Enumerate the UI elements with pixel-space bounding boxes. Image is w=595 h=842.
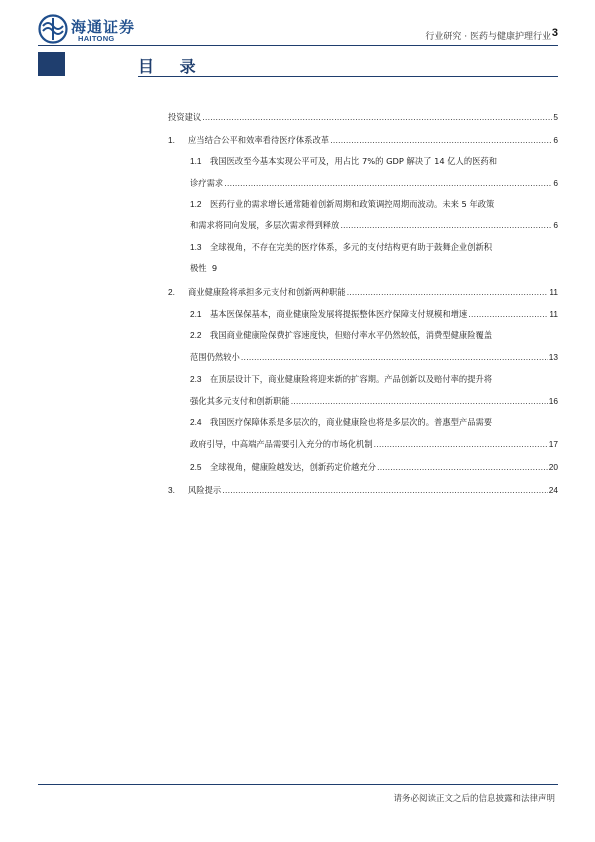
toc-entry-text-cont: 范围仍然较小 xyxy=(190,352,240,362)
toc-entry[interactable] xyxy=(190,329,558,363)
toc-entry-page: 13 xyxy=(548,352,558,362)
toc-entry-number: 3. xyxy=(168,485,175,495)
toc-entry-page: 6 xyxy=(553,220,558,230)
report-category: 行业研究 · 医药与健康护理行业 xyxy=(425,32,551,42)
toc-entry-number: 2.2 xyxy=(190,330,202,340)
toc-entry-page: 24 xyxy=(548,485,558,495)
toc-entry-text: 全球视角，不存在完美的医疗体系，多元的支付结构更有助于鼓舞企业创新积 xyxy=(210,242,493,252)
toc-leader-dots xyxy=(374,438,548,450)
toc-entry-text: 医药行业的需求增长通常随着创新周期和政策调控周期而波动。未来 5 年政策 xyxy=(210,199,495,209)
toc-entry-page: 20 xyxy=(548,462,558,472)
toc-entry[interactable] xyxy=(168,286,558,298)
toc-entry-number: 2.4 xyxy=(190,417,202,427)
toc-entry-text: 风险提示 xyxy=(188,485,222,495)
toc-entry-number: 1.2 xyxy=(190,199,202,209)
toc-entry-text: 应当结合公平和效率看待医疗体系改革 xyxy=(188,135,330,145)
toc-entry-text-cont: 诊疗需求 xyxy=(190,178,224,188)
title-accent-bar xyxy=(38,52,65,76)
disclaimer-footer: 请务必阅读正文之后的信息披露和法律声明 xyxy=(393,794,555,804)
toc-entry-text: 基本医保保基本，商业健康险发展将提振整体医疗保障支付规模和增速 xyxy=(210,309,468,319)
toc-entry[interactable] xyxy=(168,484,558,496)
logo-emblem-icon xyxy=(38,14,68,44)
toc-entry-page: 6 xyxy=(553,135,558,145)
toc-entry-number: 2.3 xyxy=(190,374,202,384)
toc-entry-number: 2.1 xyxy=(190,309,202,319)
toc-entry-number: 1.3 xyxy=(190,242,202,252)
page-title: 目 录 xyxy=(138,57,206,76)
logo-english-name: HAITONG xyxy=(78,34,115,43)
toc-entry-page: 11 xyxy=(549,287,558,297)
toc-leader-dots xyxy=(202,111,552,123)
toc-entry-number: 2.5 xyxy=(190,462,202,472)
toc-leader-dots xyxy=(241,351,548,363)
toc-entry-number: 1.1 xyxy=(190,156,202,166)
toc-entry-page: 5 xyxy=(553,112,558,122)
toc-entry-text-cont: 和需求将同向发展，多层次需求得到释放 xyxy=(190,220,340,230)
toc-leader-dots xyxy=(347,286,549,298)
toc-entry-text-cont: 极性 xyxy=(190,263,207,273)
toc-entry-text: 投资建议 xyxy=(168,112,202,122)
toc-leader-dots xyxy=(224,177,552,189)
footer-rule xyxy=(38,784,558,785)
toc-entry[interactable] xyxy=(168,134,558,146)
toc-leader-dots xyxy=(330,134,552,146)
toc-entry[interactable] xyxy=(190,308,558,320)
header-rule xyxy=(38,45,558,46)
toc-entry[interactable] xyxy=(190,416,558,450)
title-rule xyxy=(138,76,558,77)
toc-entry[interactable] xyxy=(190,155,558,189)
toc-entry-number: 2. xyxy=(168,287,175,297)
toc-entry-text: 我国商业健康险保费扩容速度快，但赔付率水平仍然较低，消费型健康险覆盖 xyxy=(210,330,493,340)
toc-leader-dots xyxy=(291,395,548,407)
toc-leader-dots xyxy=(468,308,548,320)
logo-chinese-name: 海通证券 xyxy=(71,18,136,36)
toc-entry-text: 在顶层设计下，商业健康险将迎来新的扩容期。产品创新以及赔付率的提升将 xyxy=(210,374,493,384)
toc-entry-text-cont: 政府引导，中高端产品需要引入充分的市场化机制 xyxy=(190,439,373,449)
toc-entry-number: 1. xyxy=(168,135,175,145)
toc-entry[interactable] xyxy=(168,111,558,123)
toc-entry-text: 商业健康险将承担多元支付和创新两种职能 xyxy=(188,287,346,297)
toc-entry[interactable] xyxy=(190,198,558,231)
toc-entry[interactable] xyxy=(190,461,558,473)
toc-entry[interactable] xyxy=(190,373,558,407)
toc-entry-text: 我国医疗保障体系是多层次的，商业健康险也将是多层次的。普惠型产品需要 xyxy=(210,417,493,427)
toc-entry-page: 17 xyxy=(548,439,558,449)
toc-leader-dots xyxy=(340,219,552,231)
company-logo xyxy=(38,14,158,46)
toc-leader-dots xyxy=(222,484,548,496)
toc-entry-page: 11 xyxy=(549,309,558,319)
toc-leader-dots xyxy=(377,461,548,473)
toc-entry-page: 16 xyxy=(548,396,558,406)
toc-entry-text: 全球视角，健康险越发达，创新药定价越充分 xyxy=(210,462,376,472)
toc-entry-text: 我国医改至今基本实现公平可及，用占比 7%的 GDP 解决了 14 亿人的医药和 xyxy=(210,156,498,166)
toc-entry-page: 6 xyxy=(553,178,558,188)
toc-entry-page: 9 xyxy=(211,263,218,273)
toc-entry[interactable] xyxy=(190,241,558,274)
toc-entry-text-cont: 强化其多元支付和创新职能 xyxy=(190,396,290,406)
page-number: 3 xyxy=(551,27,558,39)
